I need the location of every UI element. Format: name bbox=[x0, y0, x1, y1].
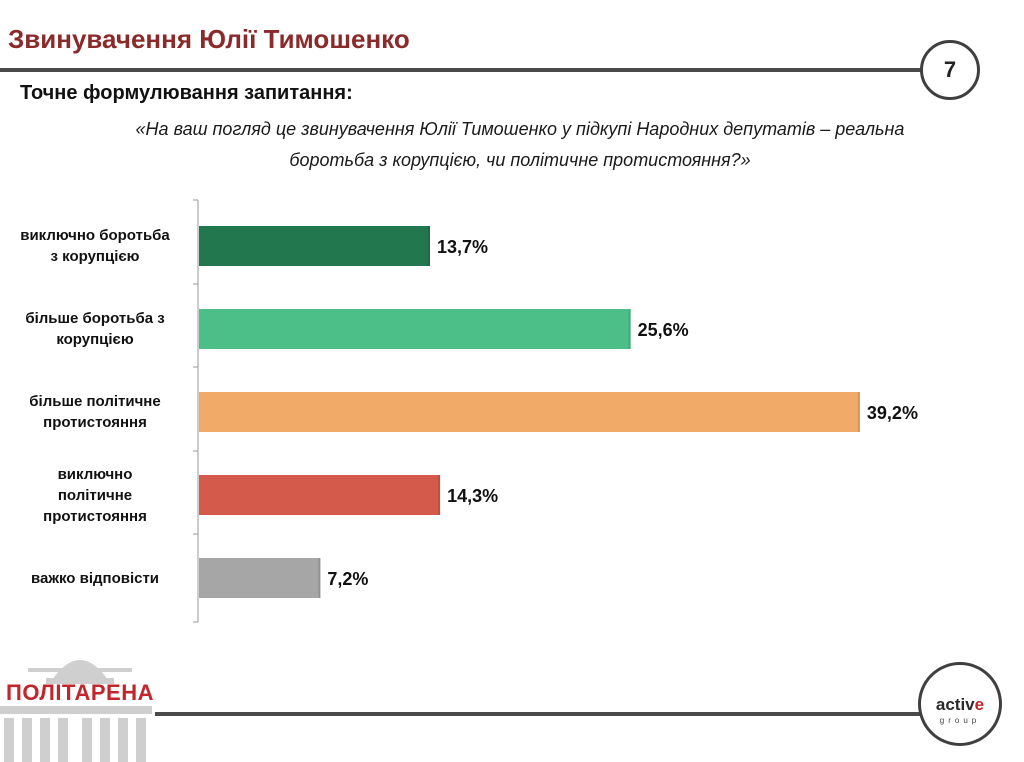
category-label-line: більше політичне bbox=[29, 393, 161, 410]
category-label bbox=[2, 459, 188, 531]
bar-edge-shade bbox=[318, 558, 320, 598]
category-label-line: протистояння bbox=[43, 414, 147, 431]
politarena-logo-text: ПОЛІТАРЕНА bbox=[6, 680, 154, 705]
bar-chart bbox=[0, 190, 1000, 645]
category-label-line: корупцією bbox=[56, 331, 134, 348]
question-line-2: боротьба з корупцією, чи політичне протистояння?» bbox=[289, 150, 751, 170]
category-label bbox=[2, 293, 188, 365]
question-line-1: «На ваш погляд це звинувачення Юлії Тимошенко у підкупі Народних депутатів – реальна bbox=[135, 119, 905, 139]
bar-5 bbox=[199, 558, 320, 598]
footer-divider bbox=[155, 712, 920, 716]
bar-value-label: 25,6% bbox=[637, 320, 689, 340]
bar-edge-shade bbox=[858, 392, 860, 432]
bar-value-label: 13,7% bbox=[436, 237, 489, 257]
page-number-badge: 7 bbox=[920, 40, 980, 100]
bar-value-label: 14,3% bbox=[447, 486, 499, 506]
bar-1 bbox=[199, 226, 430, 266]
category-label-line: виключно bbox=[57, 465, 133, 483]
category-label-line: виключно боротьба bbox=[20, 227, 170, 244]
title-divider bbox=[0, 68, 922, 72]
bar-edge-shade bbox=[438, 475, 440, 515]
category-label bbox=[2, 542, 188, 614]
category-label-line: протистояння bbox=[43, 507, 147, 525]
category-label-line: більше боротьба з bbox=[25, 310, 165, 327]
question-heading: Точне формулювання запитання: bbox=[20, 82, 353, 104]
category-label bbox=[2, 210, 188, 282]
category-label-line: політичне bbox=[57, 486, 133, 504]
category-label-line: важко відповісти bbox=[30, 569, 160, 587]
bar-edge-shade bbox=[428, 226, 430, 266]
bar-4 bbox=[199, 475, 440, 515]
category-label bbox=[2, 376, 188, 448]
bar-value-label: 39,2% bbox=[866, 403, 918, 423]
bar-edge-shade bbox=[629, 309, 631, 349]
page-title: Звинувачення Юлії Тимошенко bbox=[8, 24, 410, 54]
bar-2 bbox=[199, 309, 631, 349]
active-logo-word: active bbox=[935, 695, 985, 714]
active-group-logo bbox=[918, 662, 1002, 746]
bar-3 bbox=[199, 392, 860, 432]
question-text bbox=[60, 114, 980, 176]
group-logo-word: group bbox=[939, 716, 981, 725]
bar-value-label: 7,2% bbox=[327, 569, 369, 589]
category-label-line: з корупцією bbox=[50, 248, 140, 265]
